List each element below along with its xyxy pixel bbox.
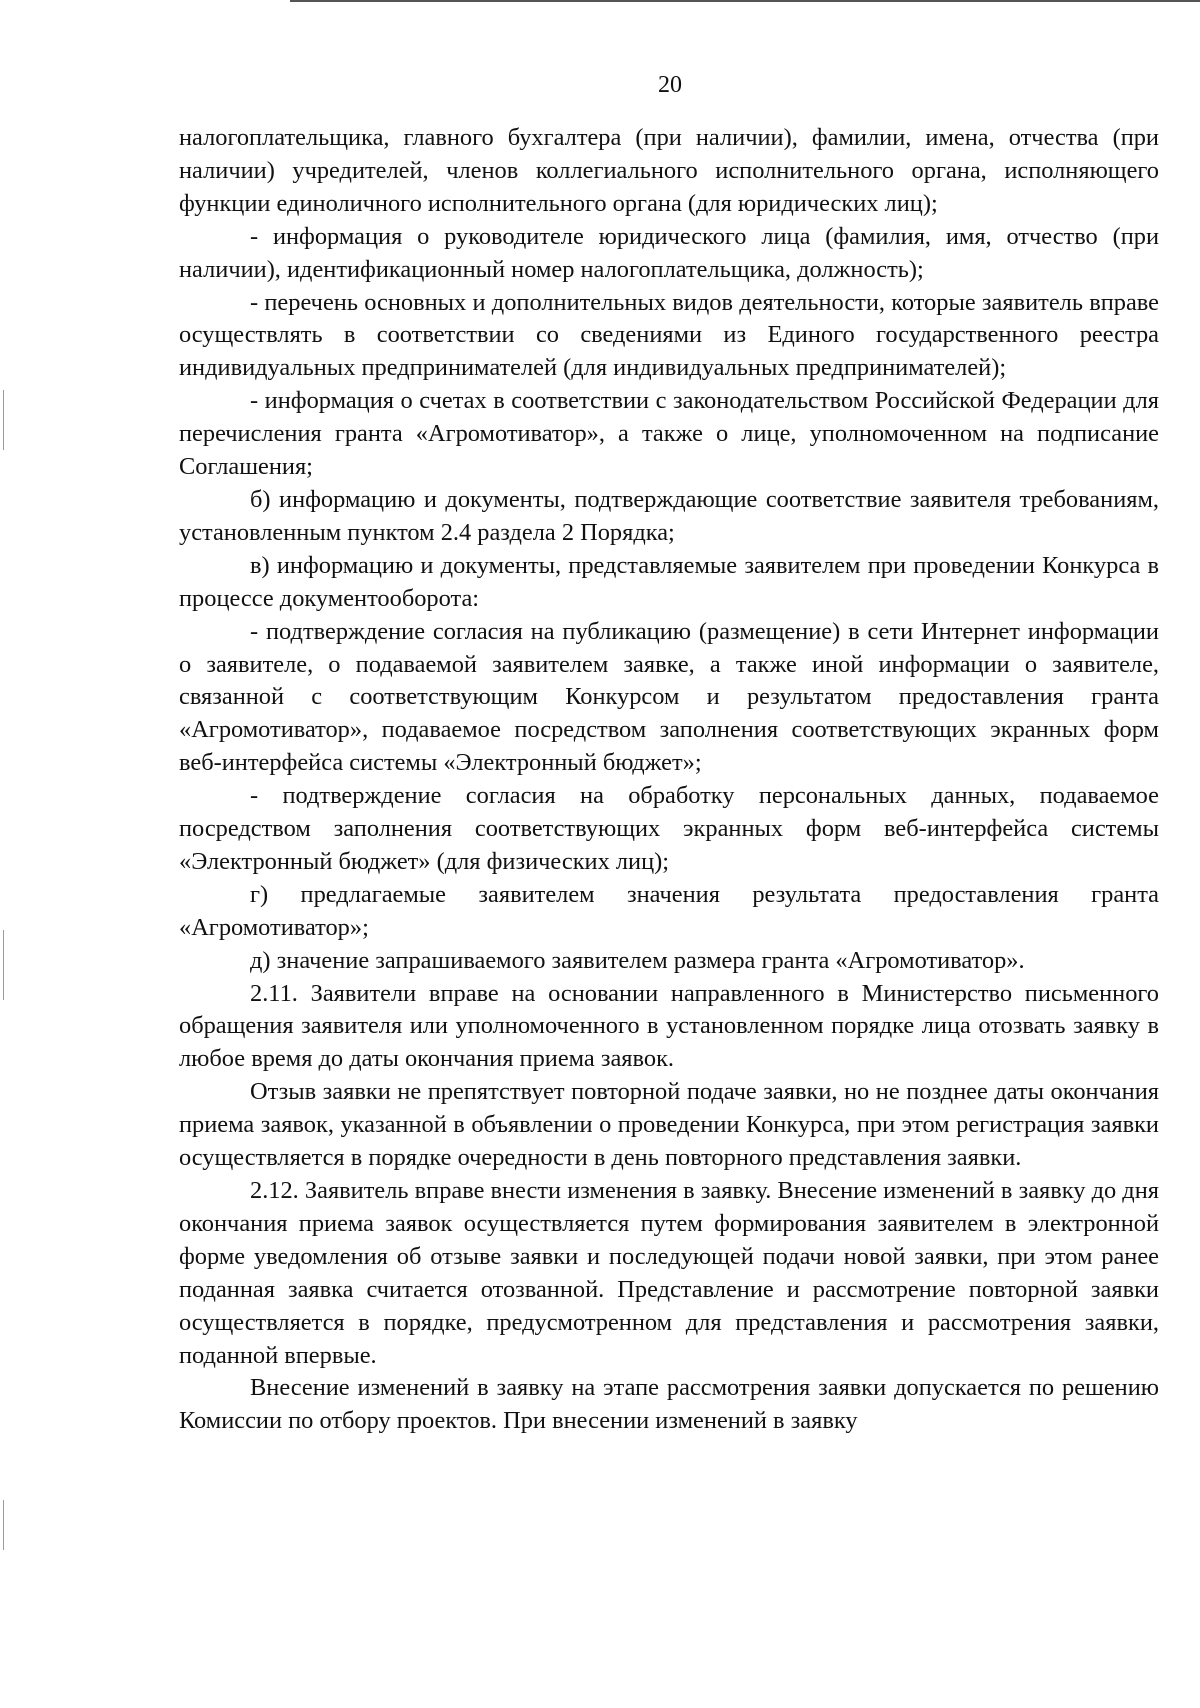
paragraph: Отзыв заявки не препятствует повторной подаче заявки, но не позднее даты окончания приема заявок, указанной в объявлении о проведении Конкурса, при этом регистрация заявки осуществляется в порядке очередности в день повторного представления заявки. [179,1078,1159,1172]
scan-edge-mark [3,1500,4,1550]
paragraph: - перечень основных и дополнительных видов деятельности, которые заявитель вправе осуществлять в соответствии со сведениями из Единого государственного реестра индивидуальных предпринимателей (для индивидуальных предпринимателей); [179,288,1159,382]
top-edge-line [290,0,1200,2]
paragraph: Внесение изменений в заявку на этапе рассмотрения заявки допускается по решению Комиссии по отбору проектов. При внесении изменений в заявку [179,1374,1159,1435]
paragraph: б) информацию и документы, подтверждающие соответствие заявителя требованиям, установленным пунктом 2.4 раздела 2 Порядка; [179,485,1159,546]
page-number: 20 [658,72,682,98]
paragraph: в) информацию и документы, представляемые заявителем при проведении Конкурса в процессе документооборота: [179,551,1159,612]
paragraph: д) значение запрашиваемого заявителем размера гранта «Агромотиватор». [250,946,1025,974]
paragraph: - подтверждение согласия на публикацию (размещение) в сети Интернет информации о заявителе, о подаваемой заявителем заявке, а также иной информации о заявителе, связанной с соответствующим Конкурсом и результатом предоставления гранта «Агромотиватор», подаваемое посредством заполнения соответствующих экранных форм веб-интерфейса системы «Электронный бюджет»; [179,617,1159,777]
paragraph: 2.11. Заявители вправе на основании направленного в Министерство письменного обращения заявителя или уполномоченного в установленном порядке лица отозвать заявку в любое время до даты окончания приема заявок. [179,979,1159,1073]
paragraph: - подтверждение согласия на обработку персональных данных, подаваемое посредством заполнения соответствующих экранных форм веб-интерфейса системы «Электронный бюджет» (для физических лиц); [179,782,1159,875]
document-body [179,122,1159,1438]
scan-edge-mark [3,390,4,450]
paragraph: - информация о руководителе юридического лица (фамилия, имя, отчество (при наличии), идентификационный номер налогоплательщика, должность); [179,222,1159,283]
paragraph: - информация о счетах в соответствии с законодательством Российской Федерации для перечисления гранта «Агромотиватор», а также о лице, уполномоченном на подписание Соглашения; [179,387,1159,481]
paragraph: г) предлагаемые заявителем значения результата предоставления гранта «Агромотиватор»; [179,880,1159,941]
paragraph: налогоплательщика, главного бухгалтера (при наличии), фамилии, имена, отчества (при наличии) учредителей, членов коллегиального исполнительного органа, исполняющего функции единоличного исполнительного органа (для юридических лиц); [179,124,1159,217]
scan-edge-mark [3,930,4,1000]
paragraph: 2.12. Заявитель вправе внести изменения в заявку. Внесение изменений в заявку до дня окончания приема заявок осуществляется путем формирования заявителем в электронной форме уведомления об отзыве заявки и последующей подачи новой заявки, при этом ранее поданная заявка считается отозванной. Представление и рассмотрение повторной заявки осуществляется в порядке, предусмотренном для представления и рассмотрения заявки, поданной впервые. [179,1177,1159,1369]
